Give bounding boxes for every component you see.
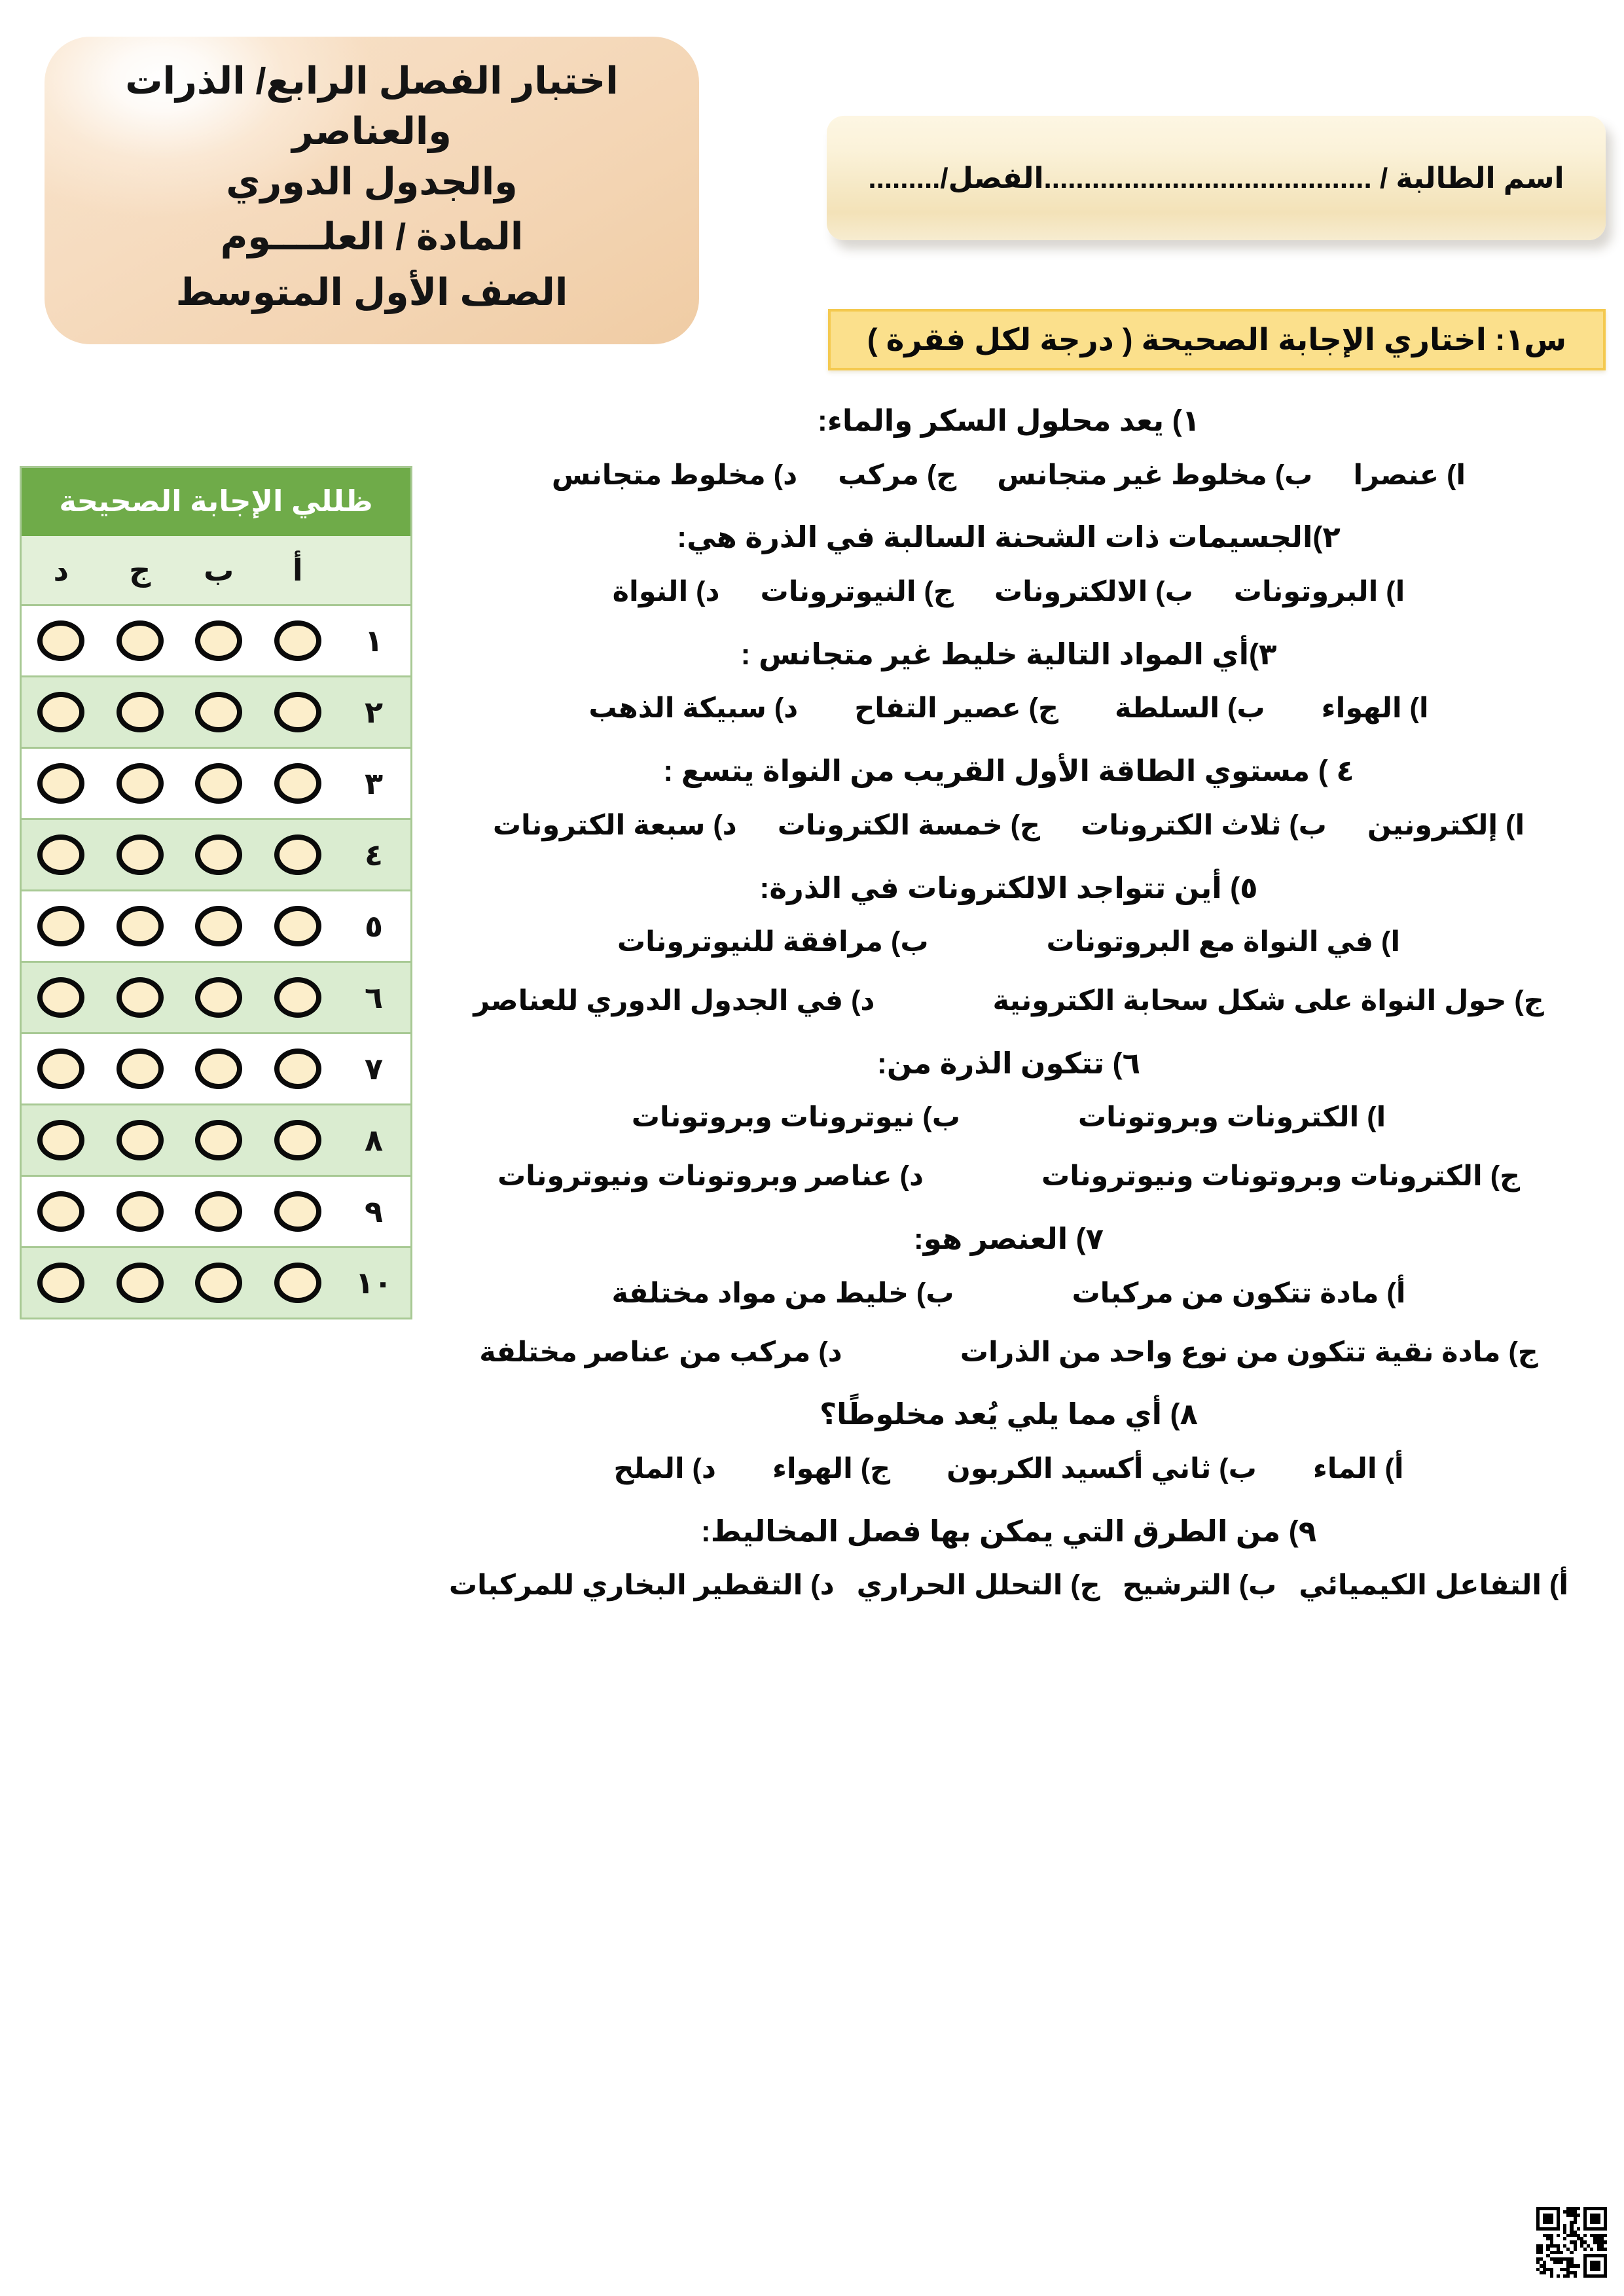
qr-module — [1593, 2274, 1597, 2278]
table-row — [22, 1177, 410, 1248]
answer-bubble-8-2[interactable] — [117, 1120, 164, 1160]
answer-bubble-8-0[interactable] — [274, 1120, 321, 1160]
qr-module — [1597, 2274, 1600, 2278]
option-6-5[interactable]: ج) الكترونات وبروتونات ونيوترونات — [1041, 1160, 1521, 1193]
exam-title-box — [45, 37, 699, 344]
answer-bubble-8-3[interactable] — [37, 1120, 84, 1160]
answer-bubble-cell[interactable] — [259, 1120, 338, 1160]
answer-bubble-cell[interactable] — [101, 692, 180, 732]
option-5-6[interactable]: د) في الجدول الدوري للعناصر — [473, 984, 875, 1016]
row-number: ٢ — [364, 695, 384, 729]
answer-bubble-5-2[interactable] — [117, 906, 164, 946]
answer-bubble-9-0[interactable] — [274, 1191, 321, 1232]
qr-module — [1550, 2274, 1553, 2278]
option-3-4[interactable]: د) سبيكة الذهب — [588, 692, 799, 725]
option-7-5[interactable]: ج) مادة نقية تتكون من نوع واحد من الذرات — [960, 1336, 1538, 1368]
table-row — [22, 749, 410, 820]
question-block-5 — [420, 860, 1598, 1031]
column-header-a: أ — [292, 553, 303, 587]
question-stem-6: ٦) تتكون الذرة من: — [876, 1046, 1141, 1080]
option-2-4[interactable]: د) النواة — [612, 575, 720, 607]
table-row — [22, 891, 410, 963]
option-8-4[interactable]: د) الملح — [613, 1452, 716, 1484]
question-options-5-row-1 — [420, 914, 1598, 973]
answer-bubble-cell[interactable] — [101, 977, 180, 1018]
answer-bubble-cell[interactable] — [259, 763, 338, 804]
question-options-6-row-2 — [420, 1148, 1598, 1207]
answer-bubble-4-2[interactable] — [117, 834, 164, 875]
answer-bubble-cell[interactable] — [179, 1120, 259, 1160]
option-6-2[interactable]: ب) نيوترونات وبروتونات — [631, 1102, 960, 1134]
question-options-6-row-1 — [420, 1089, 1598, 1148]
option-3-2[interactable]: ب) السلطة — [1115, 692, 1265, 725]
answer-bubble-cell[interactable] — [22, 977, 101, 1018]
answer-bubble-10-0[interactable] — [274, 1263, 321, 1303]
qr-module — [1587, 2274, 1590, 2278]
question-block-2 — [420, 509, 1598, 622]
qr-module — [1570, 2274, 1573, 2278]
answer-bubble-cell[interactable] — [101, 1120, 180, 1160]
column-header-b: ب — [204, 553, 234, 587]
exam-title-line-2: والجدول الدوري — [226, 160, 518, 203]
question-options-2-row-1 — [420, 564, 1598, 622]
answer-bubble-cell[interactable] — [101, 834, 180, 875]
answer-bubble-3-0[interactable] — [274, 763, 321, 804]
student-name-field[interactable] — [827, 116, 1606, 240]
answer-bubble-5-3[interactable] — [37, 906, 84, 946]
qr-module — [1574, 2274, 1577, 2278]
answer-bubble-4-3[interactable] — [37, 834, 84, 875]
answer-bubble-cell[interactable] — [179, 1191, 259, 1232]
question-options-7-row-2 — [420, 1324, 1598, 1383]
answer-bubble-6-1[interactable] — [195, 977, 242, 1018]
qr-module — [1600, 2274, 1604, 2278]
answer-bubble-cell[interactable] — [259, 1263, 338, 1303]
answer-bubble-10-2[interactable] — [117, 1263, 164, 1303]
question-block-1 — [420, 393, 1598, 505]
answer-bubble-cell[interactable] — [179, 763, 259, 804]
option-5-5[interactable]: ج) حول النواة على شكل سحابة الكترونية — [992, 984, 1544, 1016]
question-options-5-row-2 — [420, 973, 1598, 1031]
answer-bubble-cell[interactable] — [259, 620, 338, 661]
answer-bubble-cell[interactable] — [22, 834, 101, 875]
qr-module — [1563, 2274, 1566, 2278]
answer-sheet-table — [20, 466, 412, 1319]
question-stem-5: ٥) أين تتواجد الالكترونات في الذرة: — [759, 870, 1258, 905]
answer-bubble-4-1[interactable] — [195, 834, 242, 875]
questions-column — [420, 393, 1598, 1620]
qr-module — [1543, 2274, 1546, 2278]
qr-module — [1577, 2274, 1580, 2278]
question-stem-3: ٣)أي المواد التالية خليط غير متجانس : — [740, 637, 1277, 671]
question-options-3-row-1 — [420, 680, 1598, 739]
answer-bubble-cell[interactable] — [22, 692, 101, 732]
option-4-3[interactable]: ج) خمسة الكترونات — [777, 809, 1040, 841]
table-row — [22, 677, 410, 749]
answer-bubble-cell[interactable] — [101, 1263, 180, 1303]
column-header-d: د — [53, 553, 69, 587]
question-block-3 — [420, 626, 1598, 739]
answer-bubble-3-2[interactable] — [117, 763, 164, 804]
option-2-3[interactable]: ج) النيوترونات — [760, 575, 954, 607]
answer-bubble-cell[interactable] — [179, 1049, 259, 1089]
answer-bubble-cell[interactable] — [22, 1263, 101, 1303]
option-7-6[interactable]: د) مركب من عناصر مختلفة — [479, 1336, 842, 1368]
exam-title-line-1: اختبار الفصل الرابع/ الذرات والعناصر — [125, 60, 619, 152]
question-stem-8: ٨) أي مما يلي يُعد مخلوطًا؟ — [820, 1397, 1198, 1431]
question-options-7-row-1 — [420, 1265, 1598, 1324]
option-8-1[interactable]: أ) الماء — [1312, 1452, 1404, 1484]
answer-bubble-cell[interactable] — [259, 834, 338, 875]
question-block-4 — [420, 743, 1598, 855]
option-5-1[interactable]: ا) في النواة مع البروتونات — [1046, 926, 1401, 958]
question-stem-1: ١) يعد محلول السكر والماء: — [817, 404, 1200, 437]
answer-bubble-3-3[interactable] — [37, 763, 84, 804]
exam-grade: الصف الأول المتوسط — [175, 272, 568, 314]
row-number: ٨ — [364, 1123, 384, 1157]
answer-bubble-10-3[interactable] — [37, 1263, 84, 1303]
answer-bubble-cell[interactable] — [101, 906, 180, 946]
option-3-1[interactable]: ا) الهواء — [1321, 692, 1429, 725]
answer-bubble-cell[interactable] — [259, 977, 338, 1018]
answer-bubble-cell[interactable] — [22, 1049, 101, 1089]
answer-bubble-cell[interactable] — [101, 1049, 180, 1089]
option-1-4[interactable]: د) مخلوط متجانس — [551, 459, 798, 491]
answer-bubble-1-2[interactable] — [117, 620, 164, 661]
question-options-4-row-1 — [420, 797, 1598, 856]
question-stem-9: ٩) من الطرق التي يمكن بها فصل المخاليط: — [700, 1514, 1317, 1548]
answer-bubble-4-0[interactable] — [274, 834, 321, 875]
answer-bubble-7-2[interactable] — [117, 1049, 164, 1089]
instruction-text: س١: اختاري الإجابة الصحيحة ( درجة لكل فقرة ) — [867, 322, 1567, 357]
option-1-3[interactable]: ج) مركب — [838, 459, 957, 491]
answer-bubble-8-1[interactable] — [195, 1120, 242, 1160]
qr-module — [1557, 2274, 1560, 2278]
answer-bubble-2-2[interactable] — [117, 692, 164, 732]
qr-module — [1590, 2274, 1593, 2278]
option-4-1[interactable]: ا) إلكترونين — [1367, 809, 1525, 841]
option-6-6[interactable]: د) عناصر وبروتونات ونيوترونات — [497, 1160, 924, 1193]
table-row — [22, 606, 410, 677]
answer-sheet-title: ظللي الإجابة الصحيحة — [22, 468, 410, 536]
qr-code[interactable] — [1536, 2207, 1607, 2278]
answer-bubble-cell[interactable] — [179, 906, 259, 946]
option-8-3[interactable]: ج) الهواء — [772, 1452, 891, 1484]
answer-bubble-2-3[interactable] — [37, 692, 84, 732]
answer-bubble-5-0[interactable] — [274, 906, 321, 946]
answer-bubble-cell[interactable] — [259, 906, 338, 946]
row-number: ٧ — [364, 1052, 384, 1086]
answer-bubble-cell[interactable] — [179, 834, 259, 875]
option-3-3[interactable]: ج) عصير التفاح — [854, 692, 1058, 725]
qr-module — [1560, 2274, 1563, 2278]
question-options-1-row-1 — [420, 447, 1598, 506]
answer-bubble-cell[interactable] — [101, 620, 180, 661]
answer-bubble-7-0[interactable] — [274, 1049, 321, 1089]
option-2-2[interactable]: ب) الالكترونات — [994, 575, 1193, 607]
answer-bubble-2-0[interactable] — [274, 692, 321, 732]
answer-bubble-7-1[interactable] — [195, 1049, 242, 1089]
answer-bubble-3-1[interactable] — [195, 763, 242, 804]
row-number: ٣ — [364, 766, 384, 800]
option-4-2[interactable]: ب) ثلاث الكترونات — [1081, 809, 1327, 841]
answer-bubble-cell[interactable] — [22, 906, 101, 946]
qr-module — [1604, 2274, 1607, 2278]
answer-bubble-6-3[interactable] — [37, 977, 84, 1018]
question-block-7 — [420, 1211, 1598, 1382]
option-9-1[interactable]: أ) التفاعل الكيميائي — [1299, 1570, 1569, 1602]
answer-bubble-cell[interactable] — [259, 1191, 338, 1232]
qr-module — [1566, 2274, 1570, 2278]
answer-bubble-9-3[interactable] — [37, 1191, 84, 1232]
answer-bubble-5-1[interactable] — [195, 906, 242, 946]
option-9-2[interactable]: ب) الترشيح — [1122, 1570, 1277, 1602]
row-number: ٦ — [364, 980, 384, 1014]
table-row — [22, 1105, 410, 1177]
answer-sheet-column-headers — [22, 536, 410, 606]
answer-bubble-cell[interactable] — [22, 1120, 101, 1160]
question-block-8 — [420, 1386, 1598, 1499]
exam-subject: المادة / العلــــوم — [220, 216, 524, 259]
answer-bubble-cell[interactable] — [179, 1263, 259, 1303]
row-number: ٥ — [364, 909, 384, 943]
question-stem-4: ٤ ) مستوي الطاقة الأول القريب من النواة يتسع : — [663, 754, 1354, 788]
row-number: ٤ — [364, 838, 384, 872]
table-row — [22, 820, 410, 891]
option-2-1[interactable]: ا) البروتونات — [1233, 575, 1405, 607]
answer-bubble-cell[interactable] — [179, 620, 259, 661]
qr-module — [1553, 2274, 1557, 2278]
qr-module — [1583, 2274, 1587, 2278]
table-row — [22, 1034, 410, 1105]
table-row — [22, 963, 410, 1034]
answer-bubble-cell[interactable] — [179, 977, 259, 1018]
row-number: ١ — [364, 624, 384, 658]
question-options-8-row-1 — [420, 1441, 1598, 1499]
student-name-label: اسم الطالبة / .........................................الفصل/......... — [868, 162, 1564, 194]
option-7-2[interactable]: ب) خليط من مواد مختلفة — [611, 1277, 954, 1309]
answer-bubble-cell[interactable] — [101, 1191, 180, 1232]
answer-bubble-1-3[interactable] — [37, 620, 84, 661]
answer-bubble-cell[interactable] — [259, 1049, 338, 1089]
table-row — [22, 1248, 410, 1318]
answer-sheet-rows — [22, 606, 410, 1318]
row-number: ٩ — [364, 1194, 384, 1229]
question-block-6 — [420, 1035, 1598, 1207]
answer-bubble-7-3[interactable] — [37, 1049, 84, 1089]
answer-bubble-cell[interactable] — [259, 692, 338, 732]
option-9-4[interactable]: د) التقطير البخاري للمركبات — [448, 1570, 835, 1602]
answer-bubble-9-1[interactable] — [195, 1191, 242, 1232]
question-options-9-row-1 — [420, 1557, 1598, 1616]
question-stem-7: ٧) العنصر هو: — [913, 1222, 1104, 1256]
answer-bubble-1-0[interactable] — [274, 620, 321, 661]
instruction-banner — [828, 309, 1606, 370]
option-8-2[interactable]: ب) ثاني أكسيد الكربون — [947, 1452, 1257, 1484]
option-5-2[interactable]: ب) مرافقة للنيوترونات — [617, 926, 929, 958]
answer-bubble-cell[interactable] — [22, 1191, 101, 1232]
answer-bubble-6-2[interactable] — [117, 977, 164, 1018]
answer-bubble-cell[interactable] — [22, 763, 101, 804]
option-6-1[interactable]: ا) الكترونات وبروتونات — [1077, 1102, 1386, 1134]
question-stem-2: ٢)الجسيمات ذات الشحنة السالبة في الذرة هي: — [677, 520, 1341, 554]
option-1-1[interactable]: ا) عنصرا — [1353, 459, 1466, 491]
answer-bubble-cell[interactable] — [179, 692, 259, 732]
answer-bubble-9-2[interactable] — [117, 1191, 164, 1232]
option-4-4[interactable]: د) سبعة الكترونات — [492, 809, 737, 841]
answer-bubble-1-1[interactable] — [195, 620, 242, 661]
column-header-c: ج — [129, 553, 151, 587]
row-number: ١٠ — [355, 1266, 393, 1300]
qr-module — [1536, 2274, 1540, 2278]
qr-module — [1540, 2274, 1543, 2278]
option-7-1[interactable]: أ) مادة تتكون من مركبات — [1072, 1277, 1406, 1309]
answer-bubble-6-0[interactable] — [274, 977, 321, 1018]
qr-module — [1580, 2274, 1583, 2278]
answer-bubble-2-1[interactable] — [195, 692, 242, 732]
answer-bubble-cell[interactable] — [101, 763, 180, 804]
answer-bubble-10-1[interactable] — [195, 1263, 242, 1303]
answer-bubble-cell[interactable] — [22, 620, 101, 661]
question-block-9 — [420, 1503, 1598, 1616]
option-9-3[interactable]: ج) التحلل الحراري — [856, 1570, 1100, 1602]
qr-module — [1546, 2274, 1549, 2278]
option-1-2[interactable]: ب) مخلوط غير متجانس — [997, 459, 1313, 491]
